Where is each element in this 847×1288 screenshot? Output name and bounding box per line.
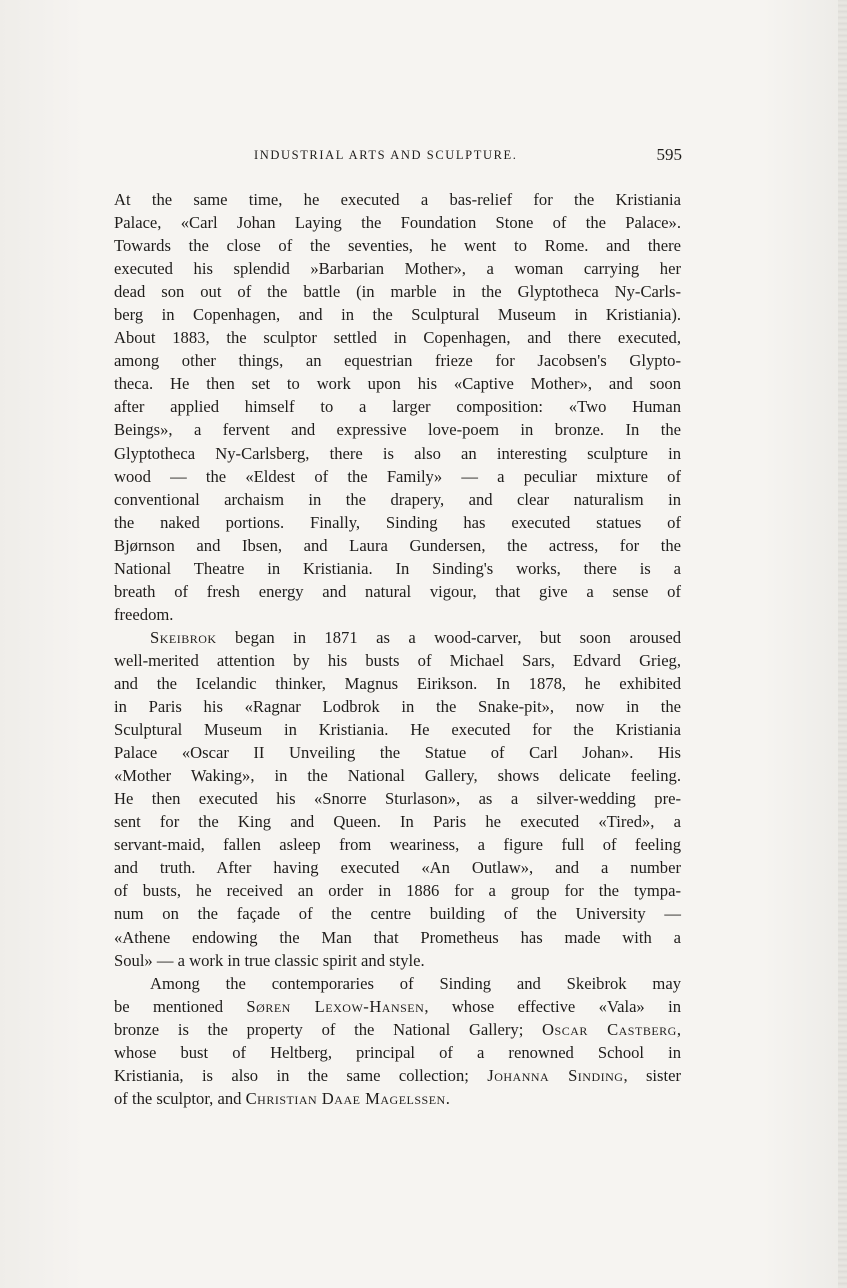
text-line — [114, 1087, 681, 1110]
text-line — [114, 234, 681, 257]
line-text: be mentioned — [114, 996, 247, 1016]
line-text: , — [676, 1019, 681, 1039]
text-line — [114, 534, 681, 557]
line-text: of the sculptor, and — [114, 1088, 246, 1108]
line-text: Soul» — a work in true classic spirit and style. — [114, 950, 425, 970]
text-line — [114, 349, 681, 372]
text-line — [114, 580, 681, 603]
line-text: conventional archaism in the drapery, and clear naturalism in — [114, 489, 681, 509]
text-line — [114, 949, 681, 972]
line-text: , sister — [623, 1065, 681, 1085]
line-text: National Theatre in Kristiania. In Sinding's works, there is a — [114, 558, 681, 578]
line-text: sent for the King and Queen. In Paris he executed «Tired», a — [114, 812, 681, 832]
text-line — [114, 211, 681, 234]
line-text: Bjørnson and Ibsen, and Laura Gundersen, the actress, for the — [114, 535, 681, 555]
text-line — [114, 672, 681, 695]
text-line — [114, 741, 681, 764]
line-text: wood — the «Eldest of the Family» — a peculiar mixture of — [114, 466, 681, 486]
text-line — [114, 810, 681, 833]
page-number: 595 — [656, 145, 682, 164]
page-header — [112, 145, 682, 167]
line-text: Kristiania, is also in the same collection; — [114, 1065, 488, 1085]
line-text: theca. He then set to work upon his «Captive Mother», and soon — [114, 374, 681, 394]
line-text: well-merited attention by his busts of Michael Sars, Edvard Grieg, — [114, 650, 681, 670]
text-line — [114, 557, 681, 580]
line-text: Palace, «Carl Johan Laying the Foundation Stone of the Palace». — [114, 213, 681, 233]
line-text: breath of fresh energy and natural vigour, that give a sense of — [114, 581, 681, 601]
line-text: «Mother Waking», in the National Gallery, shows delicate feeling. — [114, 766, 681, 786]
text-line — [114, 695, 681, 718]
text-line — [114, 856, 681, 879]
text-line — [114, 257, 681, 280]
small-caps-name: Søren Lexow-Hansen — [246, 996, 425, 1016]
line-text: in Paris his «Ragnar Lodbrok in the Snake-pit», now in the — [114, 697, 681, 717]
text-line — [114, 902, 681, 925]
text-line — [114, 995, 681, 1018]
text-line — [114, 418, 681, 441]
line-text: «Athene endowing the Man that Prometheus has made with a — [114, 927, 681, 947]
line-text: executed his splendid »Barbarian Mother», a woman carrying her — [114, 259, 681, 279]
text-line — [114, 972, 681, 995]
line-text: and truth. After having executed «An Outlaw», and a number — [114, 858, 681, 878]
text-line — [114, 833, 681, 856]
small-caps-name: Christian Daae Magelssen — [245, 1088, 446, 1108]
line-text: Towards the close of the seventies, he went to Rome. and there — [114, 236, 681, 256]
line-text: servant-maid, fallen asleep from weariness, a figure full of feeling — [114, 835, 681, 855]
text-line — [114, 718, 681, 741]
text-line — [114, 326, 681, 349]
text-line — [114, 603, 681, 626]
text-line — [114, 787, 681, 810]
line-text: among other things, an equestrian frieze for Jacobsen's Glypto- — [114, 351, 681, 371]
text-line — [114, 879, 681, 902]
text-line — [114, 926, 681, 949]
line-text: , whose effective «Vala» in — [424, 996, 681, 1016]
line-text: the naked portions. Finally, Sinding has executed statues of — [114, 512, 681, 532]
line-text: bronze is the property of the National Gallery; — [114, 1019, 543, 1039]
line-text: freedom. — [114, 604, 174, 624]
text-line — [114, 764, 681, 787]
line-text: Glyptotheca Ny-Carlsberg, there is also an interesting sculpture in — [114, 443, 681, 463]
text-line — [114, 442, 681, 465]
text-line — [114, 372, 681, 395]
text-line — [114, 626, 681, 649]
text-line — [114, 188, 681, 211]
running-head: INDUSTRIAL ARTS AND SCULPTURE. — [254, 148, 518, 162]
text-line — [114, 1018, 681, 1041]
line-text: of busts, he received an order in 1886 for a group for the tympa- — [114, 881, 681, 901]
line-text: dead son out of the battle (in marble in the Glyptotheca Ny-Carls- — [114, 282, 681, 302]
small-caps-name: Johanna Sinding — [487, 1065, 624, 1085]
line-text: after applied himself to a larger composition: «Two Human — [114, 397, 681, 417]
line-text: He then executed his «Snorre Sturlason», as a silver-wedding pre- — [114, 789, 681, 809]
text-line — [114, 280, 681, 303]
line-text: Sculptural Museum in Kristiania. He executed for the Kristiania — [114, 720, 681, 740]
line-text: berg in Copenhagen, and in the Sculptural Museum in Kristiania). — [114, 305, 681, 325]
line-text: Palace «Oscar II Unveiling the Statue of Carl Johan». His — [114, 743, 681, 763]
line-text: num on the façade of the centre building of the University — — [114, 904, 681, 924]
text-line — [114, 1064, 681, 1087]
text-line — [114, 303, 681, 326]
line-text: and the Icelandic thinker, Magnus Eirikson. In 1878, he exhibited — [114, 673, 681, 693]
small-caps-name: Skeibrok — [150, 627, 217, 647]
text-line — [114, 488, 681, 511]
text-line — [114, 511, 681, 534]
text-line — [114, 395, 681, 418]
text-line — [114, 1041, 681, 1064]
page-edge — [838, 0, 847, 1288]
line-text: began in 1871 as a wood-carver, but soon aroused — [216, 627, 681, 647]
small-caps-name: Oscar Castberg — [542, 1019, 677, 1039]
line-text: . — [445, 1088, 450, 1108]
line-text: whose bust of Heltberg, principal of a renowned School in — [114, 1042, 681, 1062]
line-text: At the same time, he executed a bas-relief for the Kristiania — [114, 190, 681, 209]
line-text: Among the contemporaries of Sinding and Skeibrok may — [150, 973, 681, 993]
line-text: About 1883, the sculptor settled in Copenhagen, and there executed, — [114, 328, 681, 348]
text-line — [114, 465, 681, 488]
line-text: Beings», a fervent and expressive love-poem in bronze. In the — [114, 420, 681, 440]
text-line — [114, 649, 681, 672]
body-text — [114, 188, 681, 1110]
